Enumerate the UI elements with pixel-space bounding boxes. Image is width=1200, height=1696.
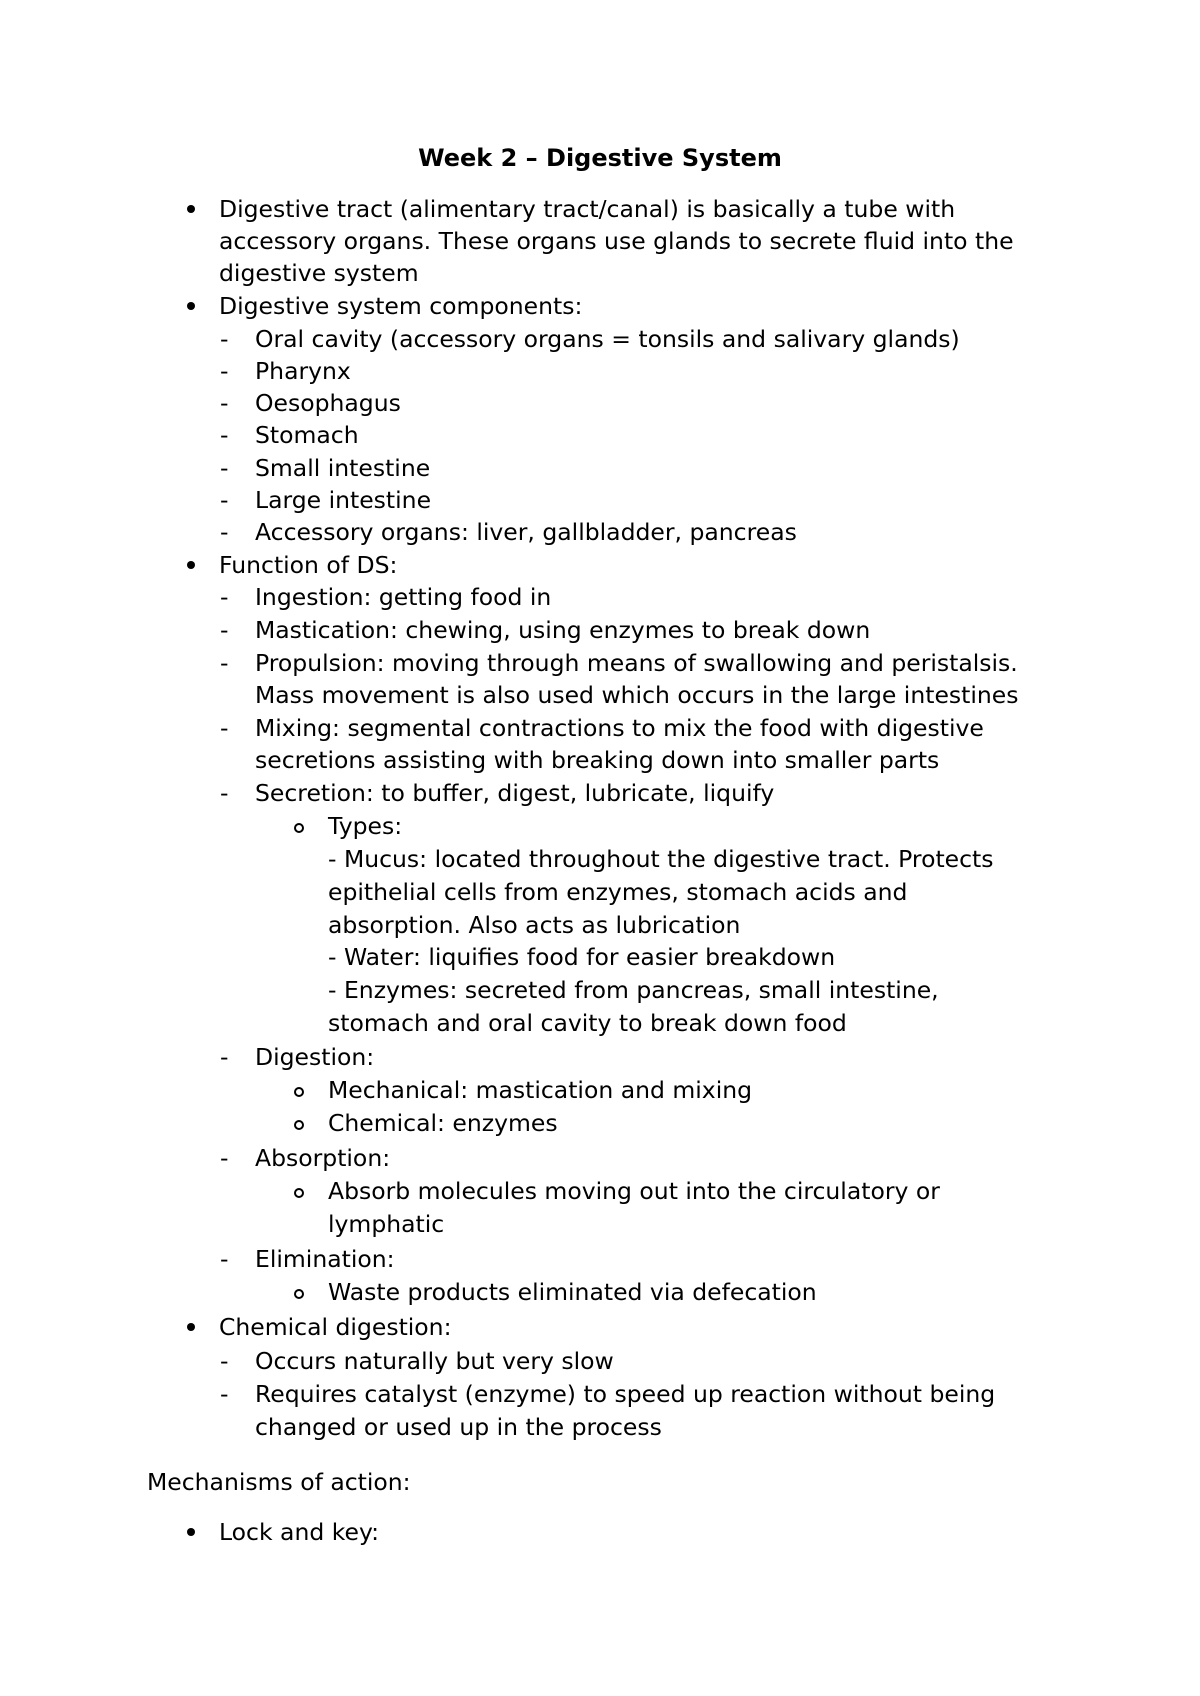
dash-marker: - bbox=[220, 649, 229, 677]
dash-marker: - bbox=[220, 518, 229, 546]
list-item: Small intestine bbox=[255, 454, 431, 482]
list-item: Waste products eliminated via defecation bbox=[328, 1278, 817, 1306]
list-item: Mixing: segmental contractions to mix the food with digestive bbox=[255, 714, 984, 742]
bullet-icon bbox=[187, 1528, 195, 1536]
list-item: Absorption: bbox=[255, 1144, 391, 1172]
circle-bullet-icon bbox=[294, 1188, 304, 1198]
text-line: - Mucus: located throughout the digestive tract. Protects bbox=[328, 845, 994, 873]
list-item: Mechanical: mastication and mixing bbox=[328, 1076, 753, 1104]
list-item: Secretion: to buffer, digest, lubricate, liquify bbox=[255, 779, 775, 807]
list-item: Oesophagus bbox=[255, 389, 401, 417]
list-item: Digestion: bbox=[255, 1043, 375, 1071]
dash-marker: - bbox=[220, 714, 229, 742]
list-heading: Function of DS: bbox=[219, 551, 398, 579]
list-item: Large intestine bbox=[255, 486, 432, 514]
circle-bullet-icon bbox=[294, 1120, 304, 1130]
list-item: Absorb molecules moving out into the circulatory or bbox=[328, 1177, 940, 1205]
text-line: accessory organs. These organs use glands to secrete fluid into the bbox=[219, 227, 1014, 255]
text-line: absorption. Also acts as lubrication bbox=[328, 911, 741, 939]
list-heading: Chemical digestion: bbox=[219, 1313, 452, 1341]
list-item: Requires catalyst (enzyme) to speed up reaction without being bbox=[255, 1380, 996, 1408]
dash-marker: - bbox=[220, 421, 229, 449]
circle-bullet-icon bbox=[294, 1289, 304, 1299]
section-heading: Mechanisms of action: bbox=[147, 1468, 411, 1496]
dash-marker: - bbox=[220, 454, 229, 482]
dash-marker: - bbox=[220, 1347, 229, 1375]
dash-marker: - bbox=[220, 1144, 229, 1172]
list-item: Mastication: chewing, using enzymes to break down bbox=[255, 616, 871, 644]
list-item: Ingestion: getting food in bbox=[255, 583, 552, 611]
text-line: - Water: liquifies food for easier breakdown bbox=[328, 943, 836, 971]
dash-marker: - bbox=[220, 1043, 229, 1071]
dash-marker: - bbox=[220, 583, 229, 611]
dash-marker: - bbox=[220, 325, 229, 353]
list-item: Lock and key: bbox=[219, 1518, 380, 1546]
list-item: Stomach bbox=[255, 421, 359, 449]
list-item: Chemical: enzymes bbox=[328, 1109, 558, 1137]
list-item: Oral cavity (accessory organs = tonsils and salivary glands) bbox=[255, 325, 960, 353]
text-line: changed or used up in the process bbox=[255, 1413, 662, 1441]
dash-marker: - bbox=[220, 486, 229, 514]
dash-marker: - bbox=[220, 616, 229, 644]
list-item: Pharynx bbox=[255, 357, 351, 385]
text-line: stomach and oral cavity to break down food bbox=[328, 1009, 847, 1037]
dash-marker: - bbox=[220, 1245, 229, 1273]
page-title: Week 2 – Digestive System bbox=[418, 144, 782, 172]
list-item: Types: bbox=[328, 812, 403, 840]
text-line: epithelial cells from enzymes, stomach acids and bbox=[328, 878, 908, 906]
text-line: Mass movement is also used which occurs in the large intestines bbox=[255, 681, 1019, 709]
list-item: Occurs naturally but very slow bbox=[255, 1347, 614, 1375]
bullet-icon bbox=[187, 205, 195, 213]
text-line: lymphatic bbox=[328, 1210, 445, 1238]
text-line: - Enzymes: secreted from pancreas, small intestine, bbox=[328, 976, 939, 1004]
text-line: secretions assisting with breaking down into smaller parts bbox=[255, 746, 940, 774]
bullet-icon bbox=[187, 302, 195, 310]
dash-marker: - bbox=[220, 779, 229, 807]
list-heading: Digestive system components: bbox=[219, 292, 583, 320]
text-line: Digestive tract (alimentary tract/canal) is basically a tube with bbox=[219, 195, 956, 223]
list-item: Elimination: bbox=[255, 1245, 395, 1273]
bullet-icon bbox=[187, 1323, 195, 1331]
list-item: Propulsion: moving through means of swallowing and peristalsis. bbox=[255, 649, 1018, 677]
list-item: Accessory organs: liver, gallbladder, pancreas bbox=[255, 518, 797, 546]
dash-marker: - bbox=[220, 389, 229, 417]
dash-marker: - bbox=[220, 357, 229, 385]
circle-bullet-icon bbox=[294, 1087, 304, 1097]
circle-bullet-icon bbox=[294, 823, 304, 833]
dash-marker: - bbox=[220, 1380, 229, 1408]
text-line: digestive system bbox=[219, 259, 419, 287]
bullet-icon bbox=[187, 561, 195, 569]
